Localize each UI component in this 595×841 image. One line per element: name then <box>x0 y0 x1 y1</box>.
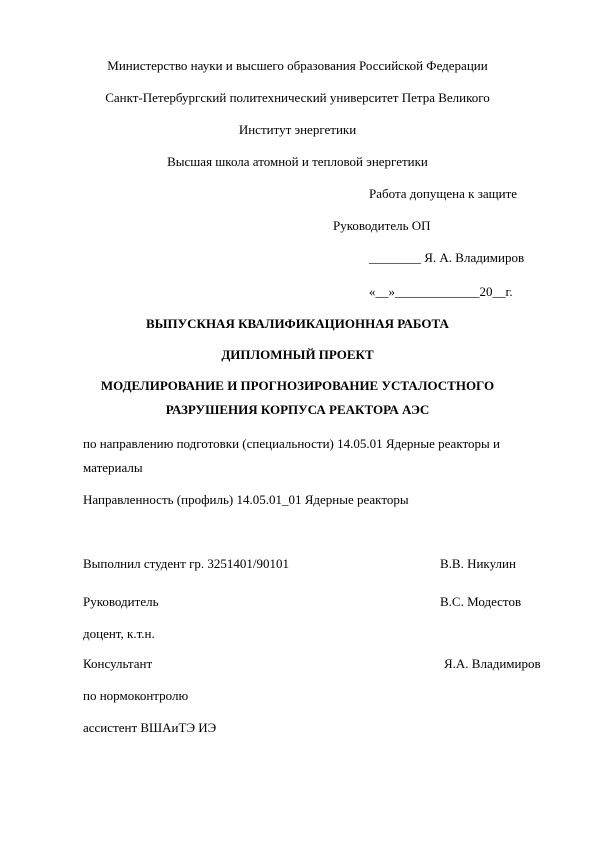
study-direction-line-2: материалы <box>83 460 143 475</box>
approval-date-line: «__»_____________20__г. <box>369 284 513 299</box>
topic-title-line-2: РАЗРУШЕНИЯ КОРПУСА РЕАКТОРА АЭС <box>165 402 430 417</box>
student-name: В.В. Никулин <box>440 556 516 571</box>
project-type-heading: ДИПЛОМНЫЙ ПРОЕКТ <box>221 347 374 362</box>
topic-title-line-1: МОДЕЛИРОВАНИЕ И ПРОГНОЗИРОВАНИЕ УСТАЛОСТНОГО <box>100 378 495 393</box>
supervisor-label: Руководитель <box>83 594 159 609</box>
student-label: Выполнил студент гр. 3251401/90101 <box>83 556 290 571</box>
study-direction-line-1: по направлению подготовки (специальности) 14.05.01 Ядерные реакторы и <box>83 436 500 451</box>
admitted-to-defense: Работа допущена к защите <box>369 186 518 201</box>
consultant-label: Консультант <box>83 656 153 671</box>
consultant-position: ассистент ВШАиТЭ ИЭ <box>83 720 217 735</box>
program-head-signature: ________ Я. А. Владимиров <box>369 250 525 265</box>
university-name: Санкт-Петербургский политехнический университет Петра Великого <box>105 90 490 105</box>
school-name: Высшая школа атомной и тепловой энергетики <box>167 154 428 169</box>
program-head-title: Руководитель ОП <box>333 218 431 233</box>
supervisor-degree: доцент, к.т.н. <box>83 626 155 641</box>
supervisor-name: В.С. Модестов <box>440 594 522 609</box>
study-profile: Направленность (профиль) 14.05.01_01 Ядерные реакторы <box>83 492 409 507</box>
work-type-heading: ВЫПУСКНАЯ КВАЛИФИКАЦИОННАЯ РАБОТА <box>146 316 449 331</box>
consultant-role: по нормоконтролю <box>83 688 189 703</box>
ministry-name: Министерство науки и высшего образования Российской Федерации <box>107 58 488 73</box>
consultant-name: Я.А. Владимиров <box>444 656 541 671</box>
institute-name: Институт энергетики <box>238 122 357 137</box>
